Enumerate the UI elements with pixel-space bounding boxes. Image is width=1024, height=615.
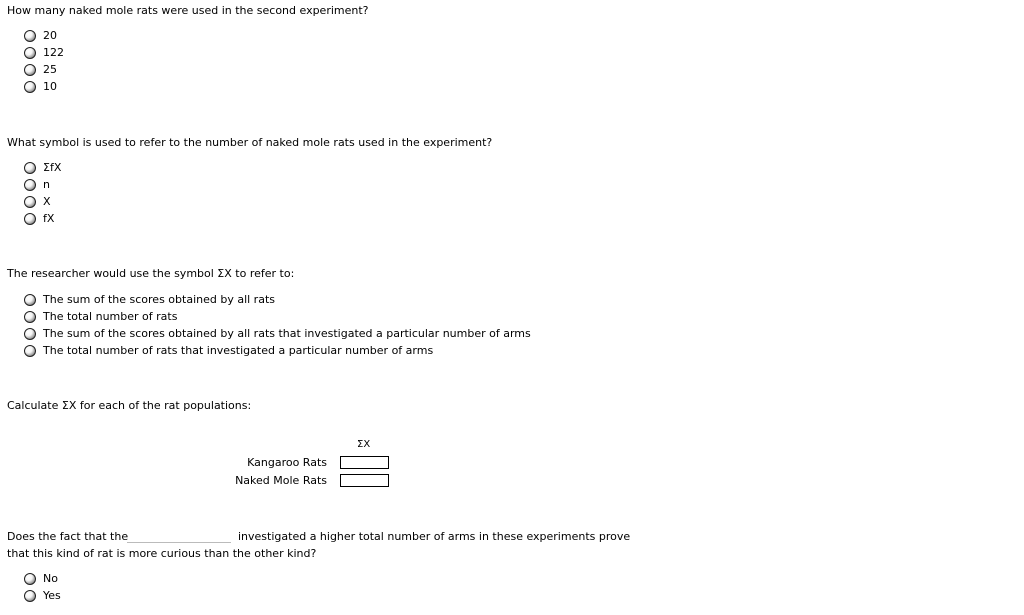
row-label-naked-mole-rats: Naked Mole Rats: [235, 474, 327, 487]
radio-button-icon[interactable]: [24, 81, 36, 93]
q5-option-no[interactable]: [24, 570, 58, 587]
option-label: The total number of rats that investigated a particular number of arms: [43, 344, 434, 357]
q2-option-n[interactable]: [24, 176, 50, 193]
radio-button-icon[interactable]: [24, 294, 36, 306]
kangaroo-rats-sum-input[interactable]: [340, 456, 389, 469]
row-label-kangaroo-rats: Kangaroo Rats: [247, 456, 327, 469]
question-2-text: What symbol is used to refer to the number of naked mole rats used in the experiment?: [7, 136, 493, 149]
question-4-text: Calculate ΣX for each of the rat populations:: [7, 399, 252, 412]
option-label: X: [43, 195, 51, 208]
radio-button-icon[interactable]: [24, 345, 36, 357]
radio-button-icon[interactable]: [24, 64, 36, 76]
q1-option-20[interactable]: [24, 27, 57, 44]
option-label: fX: [43, 212, 55, 225]
option-label: No: [43, 572, 58, 585]
radio-button-icon[interactable]: [24, 573, 36, 585]
question-1-text: How many naked mole rats were used in the second experiment?: [7, 4, 369, 17]
q3-option-3[interactable]: [24, 325, 531, 342]
question-5-text-before: Does the fact that the: [7, 530, 129, 543]
radio-button-icon[interactable]: [24, 328, 36, 340]
q1-option-122[interactable]: [24, 44, 64, 61]
option-label: ΣfX: [43, 161, 62, 174]
q3-option-4[interactable]: [24, 342, 433, 359]
q2-option-sumfx[interactable]: [24, 159, 61, 176]
radio-button-icon[interactable]: [24, 311, 36, 323]
q1-option-10[interactable]: [24, 78, 57, 95]
option-label: The sum of the scores obtained by all rats that investigated a particular number of arms: [43, 327, 531, 340]
radio-button-icon[interactable]: [24, 47, 36, 59]
q2-option-fx[interactable]: [24, 210, 54, 227]
option-label: 20: [43, 29, 57, 42]
option-label: 10: [43, 80, 57, 93]
question-5-text-after: investigated a higher total number of arms in these experiments prove: [238, 530, 631, 543]
radio-button-icon[interactable]: [24, 196, 36, 208]
q3-option-2[interactable]: [24, 308, 177, 325]
q3-option-1[interactable]: [24, 291, 275, 308]
q2-option-x[interactable]: [24, 193, 51, 210]
radio-button-icon[interactable]: [24, 162, 36, 174]
radio-button-icon[interactable]: [24, 213, 36, 225]
question-3-text: The researcher would use the symbol ΣX to refer to:: [7, 267, 295, 280]
radio-button-icon[interactable]: [24, 590, 36, 602]
option-label: 25: [43, 63, 57, 76]
option-label: 122: [43, 46, 64, 59]
option-label: Yes: [43, 589, 61, 602]
option-label: The sum of the scores obtained by all rats: [43, 293, 275, 306]
radio-button-icon[interactable]: [24, 179, 36, 191]
q5-option-yes[interactable]: [24, 587, 61, 604]
question-5-text-line2: that this kind of rat is more curious than the other kind?: [7, 547, 317, 560]
fill-in-blank-dropdown[interactable]: [127, 542, 231, 543]
option-label: n: [43, 178, 50, 191]
naked-mole-rats-sum-input[interactable]: [340, 474, 389, 487]
radio-button-icon[interactable]: [24, 30, 36, 42]
q1-option-25[interactable]: [24, 61, 57, 78]
column-header-sum-x: ΣX: [357, 439, 371, 450]
option-label: The total number of rats: [43, 310, 178, 323]
